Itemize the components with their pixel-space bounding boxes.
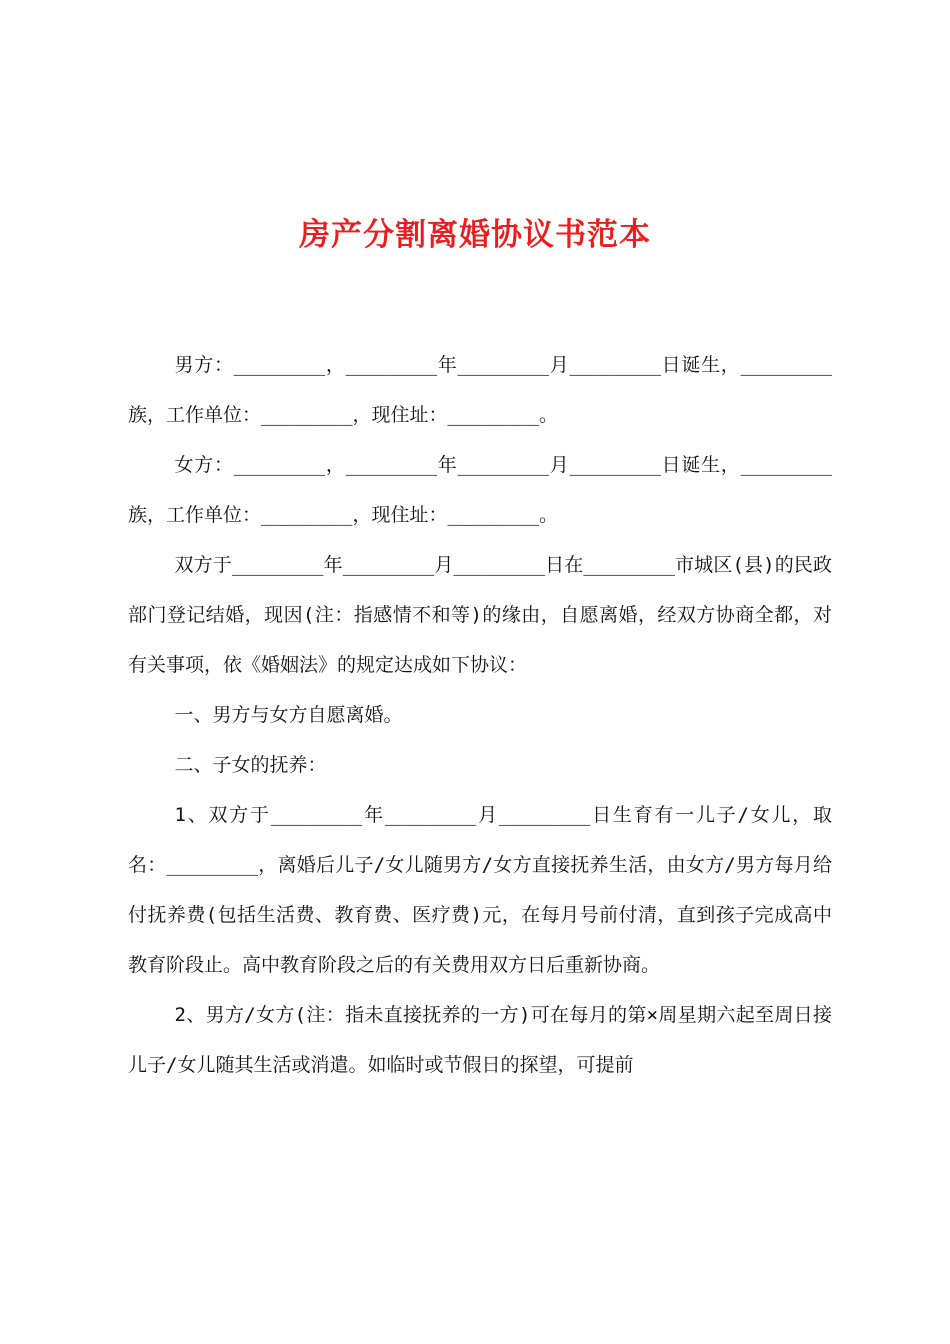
paragraph-marriage-registration: 双方于________年________月________日在________市城区(县)的民政部门登记结婚，现因(注：指感情不和等)的缘由，自愿离婚，经双方协商全都，对有关事项，依《婚姻法》的规定达成如下协议： [128, 554, 832, 676]
paragraph-clause-2-heading: 二、子女的抚养： [174, 754, 327, 776]
paragraph-husband-info: 男方：________，________年________月________日诞生，________族，工作单位：________，现住址：________。 [128, 354, 832, 426]
document-title: 房产分割离婚协议书范本 [299, 217, 651, 253]
paragraph-clause-1: 一、男方与女方自愿离婚。 [174, 704, 403, 726]
paragraph-visitation: 2、男方/女方(注：指未直接抚养的一方)可在每月的第×周星期六起至周日接儿子/女儿随其生活或消遣。如临时或节假日的探望，可提前 [128, 1004, 832, 1076]
document-body [128, 340, 832, 1090]
paragraph-wife-info: 女方：________，________年________月________日诞生，________族，工作单位：________，现住址：________。 [128, 454, 832, 526]
paragraph-child-custody: 1、双方于________年________月________日生育有一儿子/女儿，取名：________，离婚后儿子/女儿随男方/女方直接抚养生活，由女方/男方每月给付抚养费(包括生活费、教育费、医疗费)元，在每月号前付清，直到孩子完成高中教育阶段止。高中教育阶段之后的有关费用双方日后重新协商。 [128, 804, 832, 976]
